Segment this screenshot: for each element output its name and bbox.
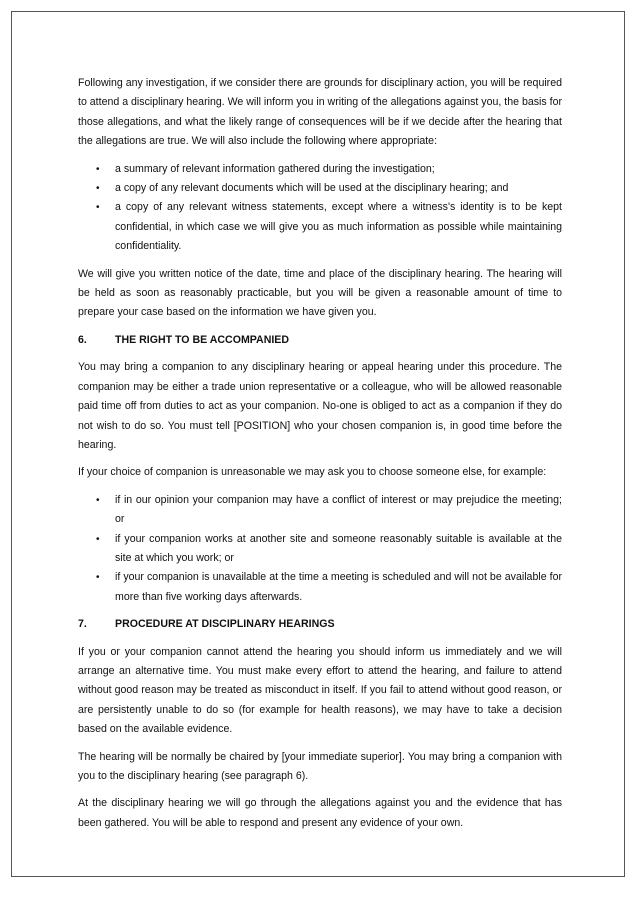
section-number: 7.: [78, 618, 87, 631]
list-item: [78, 530, 562, 569]
list-item: [78, 198, 562, 256]
list-item-text: if your companion is unavailable at the time a meeting is scheduled and will not be available for more than five working days afterwards.: [115, 571, 562, 603]
list-item-text: if in our opinion your companion may have a conflict of interest or may prejudice the meeting; or: [115, 493, 562, 526]
bullet-icon: •: [96, 494, 100, 506]
list-item: [78, 491, 562, 530]
list-item-text: a copy of any relevant documents which will be used at the disciplinary hearing; and: [115, 182, 509, 195]
bullet-icon: •: [96, 533, 100, 545]
paragraph: If your choice of companion is unreasonable we may ask you to choose someone else, for example:: [78, 466, 547, 479]
bullet-icon: •: [96, 183, 100, 195]
list-item-text: a copy of any relevant witness statements, except where a witness's identity is to be kept confidential, in which case we will give you as much information as possible while maintaining confidentiality.: [115, 201, 562, 253]
list-item-text: a summary of relevant information gathered during the investigation;: [115, 162, 435, 175]
section-title: THE RIGHT TO BE ACCOMPANIED: [115, 333, 290, 346]
paragraph: At the disciplinary hearing we will go through the allegations against you and the evidence that has been gathered. You will be able to respond and present any evidence of your own.: [78, 797, 562, 829]
list-item: [78, 568, 562, 607]
document-body: [78, 74, 562, 841]
list-item: [78, 160, 562, 179]
list-item-text: if your companion works at another site and someone reasonably suitable is available at the site at which you work; or: [115, 532, 562, 564]
paragraph: The hearing will be normally be chaired by [your immediate superior]. You may bring a companion with you to the disciplinary hearing (see paragraph 6).: [78, 750, 562, 782]
section-title: PROCEDURE AT DISCIPLINARY HEARINGS: [115, 618, 335, 631]
paragraph: If you or your companion cannot attend the hearing you should inform us immediately and we will arrange an alternative time. You must make every effort to attend the hearing, and failure to attend without good reason may be treated as misconduct in itself. If you fail to attend without good reason, or are persistently unable to do so (for example for health reasons), we may have to take a decision based on the available evidence.: [78, 645, 562, 736]
paragraph: Following any investigation, if we consider there are grounds for disciplinary action, you will be required to attend a disciplinary hearing. We will inform you in writing of the allegations against you, the basis for those allegations, and what the likely range of consequences will be if we decide after the hearing that the allegations are true. We will also include the following where appropriate:: [78, 77, 562, 148]
bullet-list: [78, 491, 562, 607]
bullet-icon: •: [96, 202, 100, 214]
paragraph: You may bring a companion to any disciplinary hearing or appeal hearing under this procedure. The companion may be either a trade union representative or a colleague, who will be allowed reasonable paid time off from duties to act as your companion. No-one is obliged to act as a companion if they do not wish to do so. You must tell [POSITION] who your chosen companion is, in good time before the hearing.: [78, 361, 562, 451]
list-item: [78, 179, 562, 198]
bullet-icon: •: [96, 163, 100, 175]
bullet-icon: •: [96, 572, 100, 584]
section-heading: [78, 331, 562, 350]
bullet-list: [78, 160, 562, 257]
section-heading: [78, 615, 562, 634]
section-number: 6.: [78, 333, 87, 346]
paragraph: We will give you written notice of the date, time and place of the disciplinary hearing. The hearing will be held as soon as reasonably practicable, but you will be given a reasonable amount of time to prepare your case based on the information we have given you.: [78, 267, 562, 319]
